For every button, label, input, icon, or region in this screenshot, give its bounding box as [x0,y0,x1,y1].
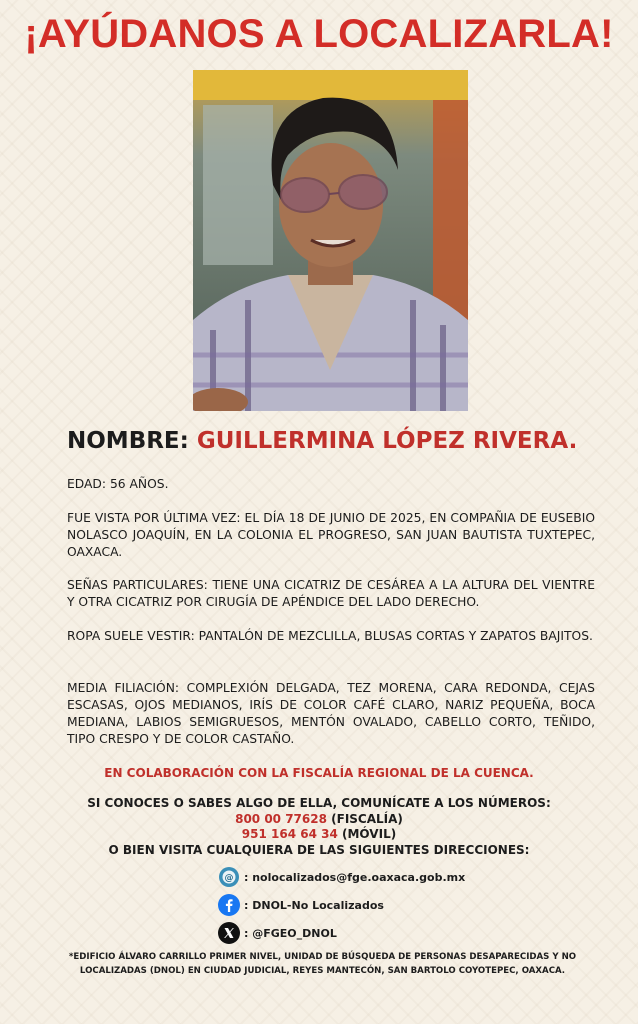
missing-person-photo [193,70,468,411]
phone-fiscalia[interactable] [0,812,638,828]
footnote: *EDIFICIO ÁLVARO CARRILLO PRIMER NIVEL, UNIDAD DE BÚSQUEDA DE PERSONAS DESAPARECIDAS Y NO LOCALIZADAS (DNOL) EN CIUDAD JUDICIAL, REYES MANTECÓN, SAN BARTOLO COYOTEPEC, OAXACA. [68,952,577,976]
phone-movil[interactable] [0,827,638,843]
clothing-text: ROPA SUELE VESTIR: PANTALÓN DE MEZCLILLA, BLUSAS CORTAS Y ZAPATOS BAJITOS. [67,629,593,643]
email-text: : nolocalizados@fge.oaxaca.gob.mx [244,870,466,884]
facebook-text: : DNOL-No Localizados [244,898,384,912]
email-icon [218,866,240,888]
call-to-action-text: SI CONOCES O SABES ALGO DE ELLA, COMUNÍCATE A LOS NÚMEROS: [87,796,551,810]
physical-description-text: MEDIA FILIACIÓN: COMPLEXIÓN DELGADA, TEZ MORENA, CARA REDONDA, CEJAS ESCASAS, OJOS MEDIANOS, IRÍS DE COLOR CAFÉ CLARO, NARIZ PEQUEÑA, BOCA MEDIANA, LABIOS SEMIGRUESOS, MENTÓN OVALADO, CABELLO CORTO, TEÑIDO, TIPO CRESPO Y DE COLOR CASTAÑO. [67,681,595,746]
name-line [67,428,577,454]
facebook-icon [218,894,240,916]
last-seen-text: FUE VISTA POR ÚLTIMA VEZ: EL DÍA 18 DE JUNIO DE 2025, EN COMPAÑIA DE EUSEBIO NOLASCO JOAQUÍN, EN LA COLONIA EL PROGRESO, SAN JUAN BAUTISTA TUXTEPEC, OAXACA. [67,511,595,559]
phone-number: 800 00 77628 [235,811,327,826]
phone-number: 951 164 64 34 [241,827,338,841]
collaboration-text: EN COLABORACIÓN CON LA FISCALÍA REGIONAL DE LA CUENCA. [104,766,534,780]
age-text: EDAD: 56 AÑOS. [67,477,169,491]
person-name: GUILLERMINA LÓPEZ RIVERA. [196,428,578,454]
x-logo-icon [218,922,240,944]
headline: ¡AYÚDANOS A LOCALIZARLA! [24,12,614,56]
contact-x[interactable] [218,922,337,944]
particular-marks-text: SEÑAS PARTICULARES: TIENE UNA CICATRIZ DE CESÁREA A LA ALTURA DEL VIENTRE Y OTRA CICATRIZ POR CIRUGÍA DE APÉNDICE DEL LADO DERECHO. [67,578,595,609]
svg-text:@: @ [224,873,234,884]
portrait-illustration [193,70,468,411]
name-label: NOMBRE: [67,428,189,454]
x-handle-text: : @FGEO_DNOL [244,926,337,940]
contact-email[interactable] [218,866,465,888]
phone-label: (FISCALÍA) [326,811,403,826]
phone-label: (MÓVIL) [337,827,397,841]
visit-text: O BIEN VISITA CUALQUIERA DE LAS SIGUIENTES DIRECCIONES: [108,842,530,857]
call-to-action [0,796,638,858]
contact-facebook[interactable] [218,894,384,916]
